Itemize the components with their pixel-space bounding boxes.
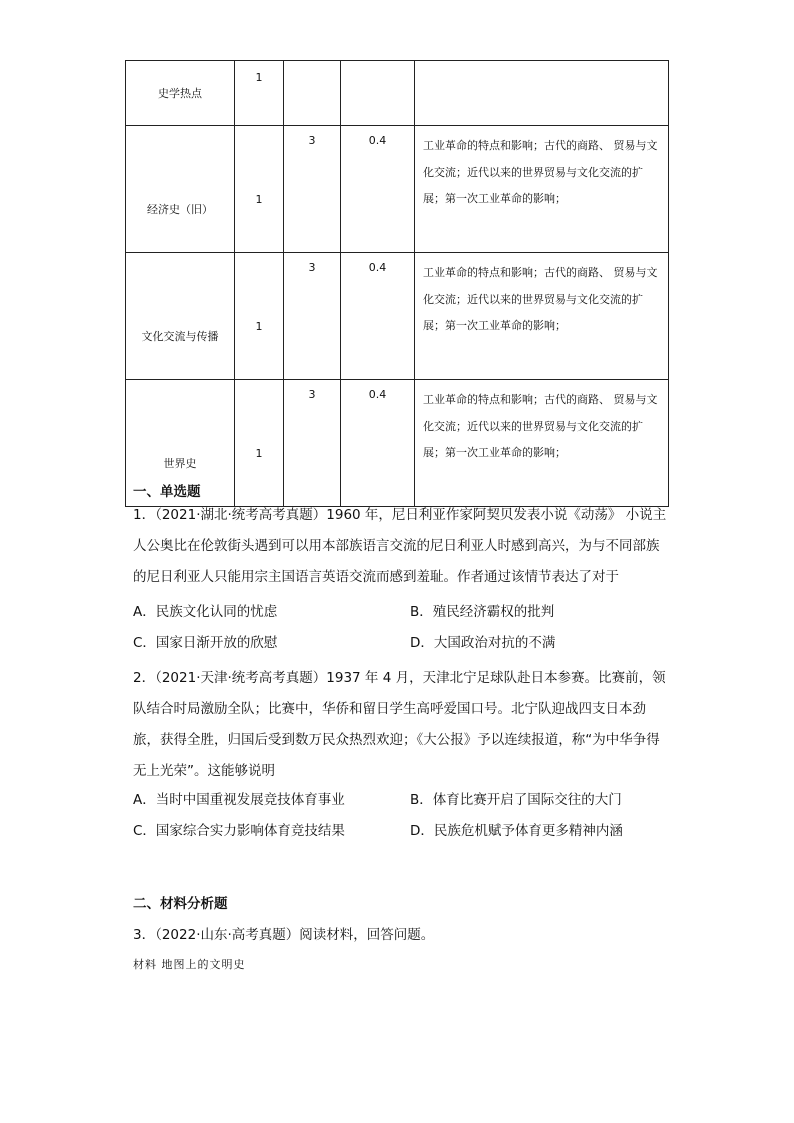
question-1-stem: 1．（2021·湖北·统考高考真题）1960 年，尼日利亚作家阿契贝发表小说《动荡》 小说主人公奥比在伦敦街头遇到可以用本部族语言交流的尼日利亚人时感到高兴，为与不同部族的尼日利亚人只能用宗主国语言英语交流而感到羞耻。作者通过该情节表达了对于: [133, 507, 667, 585]
ratio-cell: 0.4: [341, 126, 415, 253]
material-caption: 材料 地图上的文明史: [133, 958, 246, 971]
ratio-cell: 0.4: [341, 380, 415, 507]
section-heading-material-analysis: 二、材料分析题: [133, 896, 228, 912]
question-1-option-d[interactable]: D．大国政治对抗的不满: [410, 635, 556, 651]
section-heading-single-choice: 一、单选题: [133, 484, 201, 500]
question-2-option-b[interactable]: B．体育比赛开启了国际交往的大门: [410, 792, 622, 808]
table-row: [126, 253, 669, 380]
topic-cell: 史学热点: [126, 61, 235, 126]
knowledge-point-table: [125, 60, 669, 507]
points-cell: 工业革命的特点和影响；古代的商路、 贸易与文化交流；近代以来的世界贸易与文化交流的扩展；第一次工业革命的影响；: [415, 126, 669, 253]
question-2-option-c[interactable]: C．国家综合实力影响体育竞技结果: [133, 823, 345, 839]
score-cell: 3: [284, 253, 341, 380]
question-2-option-a[interactable]: A．当时中国重视发展竞技体育事业: [133, 792, 345, 808]
score-cell: 3: [284, 380, 341, 507]
question-1-option-b[interactable]: B．殖民经济霸权的批判: [410, 604, 555, 620]
table-row: [126, 380, 669, 507]
count-cell: 1: [235, 380, 284, 507]
topic-cell: 经济史（旧）: [126, 126, 235, 253]
ratio-cell: [341, 61, 415, 126]
score-cell: 3: [284, 126, 341, 253]
count-cell: 1: [235, 126, 284, 253]
score-cell: [284, 61, 341, 126]
question-1-option-a[interactable]: A．民族文化认同的忧虑: [133, 604, 278, 620]
question-2-option-d[interactable]: D．民族危机赋予体育更多精神内涵: [410, 823, 623, 839]
points-cell: 工业革命的特点和影响；古代的商路、 贸易与文化交流；近代以来的世界贸易与文化交流的扩展；第一次工业革命的影响；: [415, 380, 669, 507]
count-cell: 1: [235, 253, 284, 380]
table-row: [126, 61, 669, 126]
points-cell: 工业革命的特点和影响；古代的商路、 贸易与文化交流；近代以来的世界贸易与文化交流的扩展；第一次工业革命的影响；: [415, 253, 669, 380]
topic-cell: 文化交流与传播: [126, 253, 235, 380]
question-2-stem: 2．（2021·天津·统考高考真题）1937 年 4 月，天津北宁足球队赴日本参赛。比赛前，领队结合时局激励全队；比赛中，华侨和留日学生高呼爱国口号。北宁队迎战四支日本劲旅，获得全胜，归国后受到数万民众热烈欢迎；《大公报》予以连续报道，称“为中华争得无上光荣”。这能够说明: [133, 670, 666, 779]
points-cell: [415, 61, 669, 126]
question-1-option-c[interactable]: C．国家日渐开放的欣慰: [133, 635, 278, 651]
count-cell: 1: [235, 61, 284, 126]
topic-cell: 世界史: [126, 380, 235, 507]
question-3-stem: 3．（2022·山东·高考真题）阅读材料，回答问题。: [133, 927, 435, 943]
ratio-cell: 0.4: [341, 253, 415, 380]
table-row: [126, 126, 669, 253]
